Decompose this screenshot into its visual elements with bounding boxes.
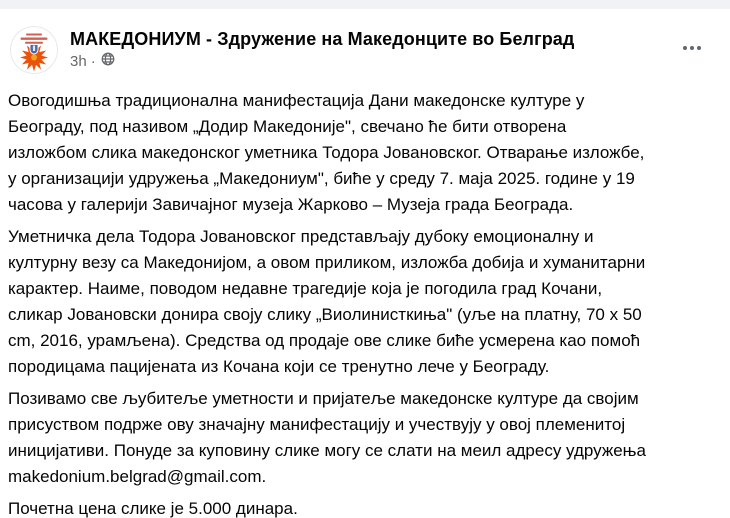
text-line: карактер. Наиме, поводом недавне трагедије која је погодила град Кочани, xyxy=(8,279,603,298)
paragraph xyxy=(8,224,712,380)
timestamp-link[interactable]: 3h xyxy=(70,52,87,70)
text-line: Почетна цена слике је 5.000 динара. xyxy=(8,499,298,518)
email-address: makedonium.belgrad@gmail.com. xyxy=(8,467,267,486)
text-line: културну везу са Македонијом, а овом приликом, изложба добија и хуманитарни xyxy=(8,253,646,272)
post-header-text xyxy=(70,26,674,71)
page-name-link[interactable]: МАКЕДОНИУМ - Здружение на Македонците во Белград xyxy=(70,29,575,49)
more-options-button[interactable] xyxy=(674,30,710,66)
avatar[interactable] xyxy=(10,26,58,74)
text-line: Овогодишња традиционална манифестација Дани македонске културе у xyxy=(8,91,585,110)
post-header xyxy=(8,26,712,74)
page-background-strip xyxy=(0,0,730,9)
text-line: cm, 2016, урамљена). Средства од продаје ове слике биће усмерена као помоћ xyxy=(8,331,641,350)
text-line: у организацији удружења „Македониум", биће у среду 7. маја 2025. године у 19 xyxy=(8,169,635,188)
paragraph xyxy=(8,386,712,490)
globe-privacy-icon xyxy=(101,52,115,71)
makedonium-logo-icon xyxy=(10,26,58,74)
text-line: породицама пацијената из Кочана који се тренутно лече у Београду. xyxy=(8,357,550,376)
text-line: сликар Јовановски донира своју слику „Виолинисткиња" (уље на платну, 70 x 50 xyxy=(8,305,642,324)
text-line: часова у галерији Завичајног музеја Жарково – Музеја града Београда. xyxy=(8,195,574,214)
text-line: присуством подрже ову значајну манифестацију и учествују у овој племенитој xyxy=(8,415,626,434)
post-meta xyxy=(70,52,674,71)
paragraph xyxy=(8,88,712,218)
text-line: Уметничка дела Тодора Јовановског представљају дубоку емоционалну и xyxy=(8,227,594,246)
text-line: Позивамо све љубитеље уметности и пријатеље македонске културе да својим xyxy=(8,389,639,408)
paragraph xyxy=(8,496,712,518)
text-line: иницијативи. Понуде за куповину слике могу се слати на меил адресу удружења xyxy=(8,441,646,460)
text-line: Београду, под називом „Додир Македоније", свечано ће бити отворена xyxy=(8,117,567,136)
more-options-icon xyxy=(683,46,687,50)
post-card xyxy=(0,9,730,518)
meta-separator: · xyxy=(90,52,96,70)
post-text xyxy=(8,88,712,518)
text-line: изложбом слика македонског уметника Тодора Јовановског. Отварање изложбе, xyxy=(8,143,645,162)
